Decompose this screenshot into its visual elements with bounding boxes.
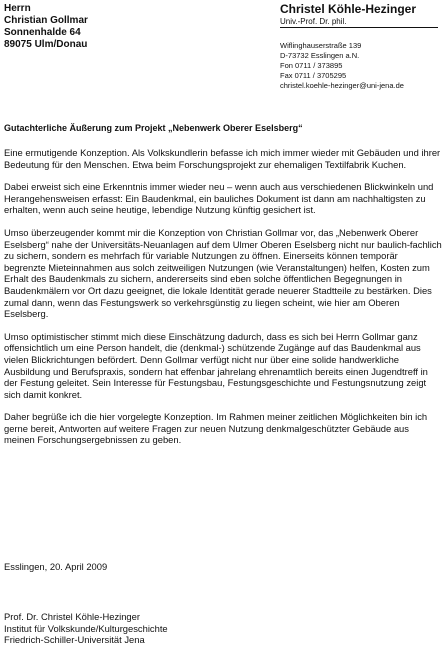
recipient-line: 89075 Ulm/Donau — [4, 39, 88, 50]
signature-block — [4, 611, 168, 646]
sender-fax: Fax 0711 / 3705295 — [280, 71, 347, 80]
body-paragraph: Dabei erweist sich eine Erkenntnis immer wieder neu – wenn auch aus verschiedenen Blickwinkeln und Herangehensweisen erfasst: Ein Baudenkmal, ein bauliches Dokument ist dann am nachhaltigsten zu erhalten, wenn auch seine heutige, lebendige Nutzung künftig gesichert ist. — [4, 181, 434, 216]
body-paragraph: Eine ermutigende Konzeption. Als Volkskundlerin befasse ich mich immer wieder mit Gebäuden und ihrer Bedeutung für den Menschen. Etwa beim Forschungsprojekt zur ehemaligen Textilfabrik Kuchen. — [4, 147, 441, 170]
recipient-line: Christian Gollmar — [4, 15, 88, 26]
body-paragraph: Daher begrüße ich die hier vorgelegte Konzeption. Im Rahmen meiner zeitlichen Möglichkeiten bin ich gerne bereit, Antworten auf weitere Fragen zur neuen Nutzung denkmalgeschützter Gebäude aus meinen Forschungsergebnissen zu geben. — [4, 411, 428, 446]
sender-name: Christel Köhle-Hezinger — [280, 2, 417, 16]
sender-title: Univ.-Prof. Dr. phil. — [280, 17, 347, 26]
recipient-line: Sonnenhalde 64 — [4, 27, 81, 38]
letter-date: Esslingen, 20. April 2009 — [4, 561, 108, 572]
body-paragraph: Umso optimistischer stimmt mich diese Einschätzung dadurch, dass es sich bei Herrn Gollmar ganz offensichtlich um eine Person handelt, die (denkmal-) schützende Zugänge auf das Baudenkmal aus vielen Blickrichtungen befördert. Denn Gollmar verfügt nicht nur über eine solide handwerkliche Ausbildung und Berufspraxis, sondern hat effenbar jahrelang ehrenamtlich bereits einen Jugendtreff in der Festung geleitet. Sein Interesse für Festungsbau, Festungsgeschichte und Festungsnutzung zeigt sich damit konkret. — [4, 330, 428, 400]
sender-divider — [280, 27, 438, 28]
recipient-address — [4, 3, 88, 51]
recipient-line: Herrn — [4, 3, 31, 14]
body-paragraph: Umso überzeugender kommt mir die Konzeption von Christian Gollmar vor, das „Nebenwerk Oberer Eselsberg“ nahe der Universitäts-Neuanlagen auf dem Ulmer Oberen Eselsberg nicht nur baulich-fachlich zu sichern, sondern es mehrfach für variable Nutzungen zu öffnen. Einerseits können temporär begrenzte Mieteinnahmen aus solch zeitweiligen Nutzungen (wie Veranstaltungen) helfen, Kosten zum Erhalt des Baudenkmals zu sichern, andererseits sind eben solche öffentlichen Begegnungen in Baudenkmälern vor Ort dazu geeignet, die lokale Identität gerade neuerer Stadtteile zu bestärken. Dies zumal dann, wenn das Festungswerk so verkehrsgünstig zu liegen scheint, wie hier am Oberen Eselsberg. — [4, 226, 442, 320]
signature-name: Prof. Dr. Christel Köhle-Hezinger — [4, 611, 140, 622]
sender-email: christel.koehle-hezinger@uni-jena.de — [280, 81, 404, 90]
letter-body — [4, 147, 442, 457]
signature-institute: Institut für Volkskunde/Kulturgeschichte — [4, 622, 168, 634]
letter-subject: Gutachterliche Äußerung zum Projekt „Nebenwerk Oberer Eselsberg“ — [4, 123, 303, 133]
sender-city: D-73732 Esslingen a.N. — [280, 51, 360, 60]
sender-street: Wiflinghauserstraße 139 — [280, 41, 362, 50]
signature-university: Friedrich-Schiller-Universität Jena — [4, 634, 145, 646]
sender-address — [280, 41, 404, 91]
sender-phone: Fon 0711 / 373895 — [280, 61, 343, 70]
